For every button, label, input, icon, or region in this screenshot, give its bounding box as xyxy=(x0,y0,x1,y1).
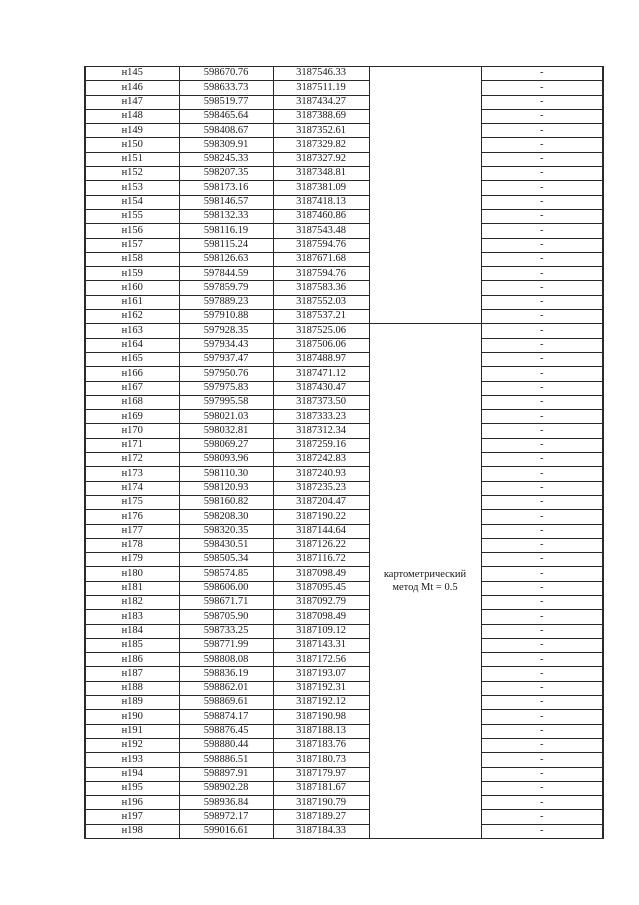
point-id-cell: н179 xyxy=(85,553,179,567)
y-coordinate-cell: 3187546.33 xyxy=(273,67,369,81)
y-coordinate-cell: 3187552.03 xyxy=(273,295,369,309)
dash-cell: - xyxy=(481,95,603,109)
dash-cell: - xyxy=(481,252,603,266)
x-coordinate-cell: 598465.64 xyxy=(179,109,273,123)
dash-cell: - xyxy=(481,424,603,438)
x-coordinate-cell: 598115.24 xyxy=(179,238,273,252)
table-row xyxy=(85,81,603,95)
table-row xyxy=(85,109,603,123)
point-id-cell: н165 xyxy=(85,352,179,366)
point-id-cell: н161 xyxy=(85,295,179,309)
point-id-cell: н183 xyxy=(85,610,179,624)
table-row xyxy=(85,524,603,538)
point-id-cell: н177 xyxy=(85,524,179,538)
table-row xyxy=(85,195,603,209)
x-coordinate-cell: 598160.82 xyxy=(179,495,273,509)
table-row xyxy=(85,352,603,366)
y-coordinate-cell: 3187594.76 xyxy=(273,267,369,281)
point-id-cell: н181 xyxy=(85,581,179,595)
x-coordinate-cell: 597859.79 xyxy=(179,281,273,295)
point-id-cell: н193 xyxy=(85,753,179,767)
point-id-cell: н151 xyxy=(85,152,179,166)
y-coordinate-cell: 3187181.67 xyxy=(273,781,369,795)
y-coordinate-cell: 3187418.13 xyxy=(273,195,369,209)
point-id-cell: н170 xyxy=(85,424,179,438)
x-coordinate-cell: 598936.84 xyxy=(179,796,273,810)
table-row xyxy=(85,481,603,495)
x-coordinate-cell: 598132.33 xyxy=(179,209,273,223)
dash-cell: - xyxy=(481,638,603,652)
dash-cell: - xyxy=(481,224,603,238)
point-id-cell: н180 xyxy=(85,567,179,581)
dash-cell: - xyxy=(481,667,603,681)
y-coordinate-cell: 3187143.31 xyxy=(273,638,369,652)
table-row xyxy=(85,95,603,109)
dash-cell: - xyxy=(481,624,603,638)
x-coordinate-cell: 598574.85 xyxy=(179,567,273,581)
dash-cell: - xyxy=(481,81,603,95)
dash-cell: - xyxy=(481,195,603,209)
y-coordinate-cell: 3187594.76 xyxy=(273,238,369,252)
y-coordinate-cell: 3187193.07 xyxy=(273,667,369,681)
point-id-cell: н149 xyxy=(85,124,179,138)
table-row xyxy=(85,167,603,181)
y-coordinate-cell: 3187352.61 xyxy=(273,124,369,138)
point-id-cell: н157 xyxy=(85,238,179,252)
y-coordinate-cell: 3187126.22 xyxy=(273,538,369,552)
dash-cell: - xyxy=(481,453,603,467)
dash-cell: - xyxy=(481,310,603,324)
point-id-cell: н178 xyxy=(85,538,179,552)
table-row xyxy=(85,152,603,166)
dash-cell: - xyxy=(481,481,603,495)
x-coordinate-cell: 598876.45 xyxy=(179,724,273,738)
dash-cell: - xyxy=(481,738,603,752)
point-id-cell: н158 xyxy=(85,252,179,266)
dash-cell: - xyxy=(481,395,603,409)
dash-cell: - xyxy=(481,653,603,667)
y-coordinate-cell: 3187192.31 xyxy=(273,681,369,695)
y-coordinate-cell: 3187190.22 xyxy=(273,510,369,524)
dash-cell: - xyxy=(481,181,603,195)
table-row xyxy=(85,781,603,795)
dash-cell: - xyxy=(481,410,603,424)
point-id-cell: н168 xyxy=(85,395,179,409)
point-id-cell: н191 xyxy=(85,724,179,738)
x-coordinate-cell: 598146.57 xyxy=(179,195,273,209)
x-coordinate-cell: 598069.27 xyxy=(179,438,273,452)
x-coordinate-cell: 598902.28 xyxy=(179,781,273,795)
table-row xyxy=(85,252,603,266)
point-id-cell: н176 xyxy=(85,510,179,524)
table-row xyxy=(85,810,603,824)
y-coordinate-cell: 3187179.97 xyxy=(273,767,369,781)
table-row xyxy=(85,653,603,667)
point-id-cell: н154 xyxy=(85,195,179,209)
dash-cell: - xyxy=(481,824,603,838)
table-row xyxy=(85,767,603,781)
table-row xyxy=(85,824,603,838)
y-coordinate-cell: 3187537.21 xyxy=(273,310,369,324)
point-id-cell: н145 xyxy=(85,67,179,81)
point-id-cell: н187 xyxy=(85,667,179,681)
point-id-cell: н164 xyxy=(85,338,179,352)
dash-cell: - xyxy=(481,510,603,524)
table-row xyxy=(85,538,603,552)
table-row xyxy=(85,438,603,452)
x-coordinate-cell: 598670.76 xyxy=(179,67,273,81)
point-id-cell: н192 xyxy=(85,738,179,752)
table-row xyxy=(85,595,603,609)
dash-cell: - xyxy=(481,495,603,509)
dash-cell: - xyxy=(481,67,603,81)
table-row xyxy=(85,710,603,724)
y-coordinate-cell: 3187348.81 xyxy=(273,167,369,181)
dash-cell: - xyxy=(481,467,603,481)
table-row xyxy=(85,395,603,409)
y-coordinate-cell: 3187184.33 xyxy=(273,824,369,838)
y-coordinate-cell: 3187109.12 xyxy=(273,624,369,638)
method-cell xyxy=(369,324,481,839)
table-row xyxy=(85,738,603,752)
point-id-cell: н172 xyxy=(85,453,179,467)
table-row xyxy=(85,138,603,152)
x-coordinate-cell: 598208.30 xyxy=(179,510,273,524)
table-row xyxy=(85,667,603,681)
table-row xyxy=(85,567,603,581)
dash-cell: - xyxy=(481,781,603,795)
table-row xyxy=(85,724,603,738)
table-row xyxy=(85,181,603,195)
x-coordinate-cell: 598408.67 xyxy=(179,124,273,138)
dash-cell: - xyxy=(481,324,603,338)
point-id-cell: н156 xyxy=(85,224,179,238)
dash-cell: - xyxy=(481,581,603,595)
x-coordinate-cell: 597937.47 xyxy=(179,352,273,366)
point-id-cell: н153 xyxy=(85,181,179,195)
y-coordinate-cell: 3187242.83 xyxy=(273,453,369,467)
dash-cell: - xyxy=(481,610,603,624)
y-coordinate-cell: 3187312.34 xyxy=(273,424,369,438)
x-coordinate-cell: 598606.00 xyxy=(179,581,273,595)
method-name: картометрический xyxy=(383,569,467,581)
dash-cell: - xyxy=(481,267,603,281)
x-coordinate-cell: 597995.58 xyxy=(179,395,273,409)
point-id-cell: н190 xyxy=(85,710,179,724)
x-coordinate-cell: 598869.61 xyxy=(179,696,273,710)
dash-cell: - xyxy=(481,438,603,452)
x-coordinate-cell: 598862.01 xyxy=(179,681,273,695)
x-coordinate-cell: 597889.23 xyxy=(179,295,273,309)
dash-cell: - xyxy=(481,338,603,352)
y-coordinate-cell: 3187098.49 xyxy=(273,610,369,624)
dash-cell: - xyxy=(481,710,603,724)
x-coordinate-cell: 598886.51 xyxy=(179,753,273,767)
table-row xyxy=(85,224,603,238)
x-coordinate-cell: 597975.83 xyxy=(179,381,273,395)
point-id-cell: н152 xyxy=(85,167,179,181)
dash-cell: - xyxy=(481,796,603,810)
table-row xyxy=(85,295,603,309)
y-coordinate-cell: 3187095.45 xyxy=(273,581,369,595)
method-accuracy: метод Mt = 0.5 xyxy=(392,582,458,594)
x-coordinate-cell: 598505.34 xyxy=(179,553,273,567)
y-coordinate-cell: 3187092.79 xyxy=(273,595,369,609)
point-id-cell: н194 xyxy=(85,767,179,781)
x-coordinate-cell: 597844.59 xyxy=(179,267,273,281)
x-coordinate-cell: 597928.35 xyxy=(179,324,273,338)
table-row xyxy=(85,467,603,481)
x-coordinate-cell: 597934.43 xyxy=(179,338,273,352)
x-coordinate-cell: 598430.51 xyxy=(179,538,273,552)
x-coordinate-cell: 598972.17 xyxy=(179,810,273,824)
table-row xyxy=(85,367,603,381)
y-coordinate-cell: 3187460.86 xyxy=(273,209,369,223)
table-row xyxy=(85,338,603,352)
table-row xyxy=(85,124,603,138)
x-coordinate-cell: 599016.61 xyxy=(179,824,273,838)
y-coordinate-cell: 3187190.79 xyxy=(273,796,369,810)
table-row xyxy=(85,624,603,638)
x-coordinate-cell: 598207.35 xyxy=(179,167,273,181)
point-id-cell: н166 xyxy=(85,367,179,381)
table-row xyxy=(85,581,603,595)
dash-cell: - xyxy=(481,681,603,695)
dash-cell: - xyxy=(481,367,603,381)
point-id-cell: н185 xyxy=(85,638,179,652)
point-id-cell: н171 xyxy=(85,438,179,452)
dash-cell: - xyxy=(481,810,603,824)
point-id-cell: н167 xyxy=(85,381,179,395)
table-row xyxy=(85,67,603,81)
x-coordinate-cell: 598671.71 xyxy=(179,595,273,609)
dash-cell: - xyxy=(481,553,603,567)
y-coordinate-cell: 3187471.12 xyxy=(273,367,369,381)
dash-cell: - xyxy=(481,753,603,767)
point-id-cell: н189 xyxy=(85,696,179,710)
x-coordinate-cell: 598808.08 xyxy=(179,653,273,667)
dash-cell: - xyxy=(481,109,603,123)
y-coordinate-cell: 3187192.12 xyxy=(273,696,369,710)
point-id-cell: н162 xyxy=(85,310,179,324)
point-id-cell: н150 xyxy=(85,138,179,152)
point-id-cell: н169 xyxy=(85,410,179,424)
point-id-cell: н147 xyxy=(85,95,179,109)
dash-cell: - xyxy=(481,567,603,581)
table-row xyxy=(85,495,603,509)
table-row xyxy=(85,753,603,767)
table-row xyxy=(85,209,603,223)
point-id-cell: н188 xyxy=(85,681,179,695)
point-id-cell: н175 xyxy=(85,495,179,509)
point-id-cell: н160 xyxy=(85,281,179,295)
table-row xyxy=(85,267,603,281)
x-coordinate-cell: 598874.17 xyxy=(179,710,273,724)
table-row xyxy=(85,510,603,524)
table-row xyxy=(85,638,603,652)
point-id-cell: н148 xyxy=(85,109,179,123)
dash-cell: - xyxy=(481,724,603,738)
table-row xyxy=(85,796,603,810)
x-coordinate-cell: 598771.99 xyxy=(179,638,273,652)
y-coordinate-cell: 3187183.76 xyxy=(273,738,369,752)
y-coordinate-cell: 3187116.72 xyxy=(273,553,369,567)
dash-cell: - xyxy=(481,381,603,395)
y-coordinate-cell: 3187235.23 xyxy=(273,481,369,495)
point-id-cell: н197 xyxy=(85,810,179,824)
dash-cell: - xyxy=(481,767,603,781)
x-coordinate-cell: 598120.93 xyxy=(179,481,273,495)
y-coordinate-cell: 3187240.93 xyxy=(273,467,369,481)
x-coordinate-cell: 598116.19 xyxy=(179,224,273,238)
table-row xyxy=(85,410,603,424)
table-row xyxy=(85,238,603,252)
dash-cell: - xyxy=(481,352,603,366)
y-coordinate-cell: 3187204.47 xyxy=(273,495,369,509)
y-coordinate-cell: 3187098.49 xyxy=(273,567,369,581)
x-coordinate-cell: 598245.33 xyxy=(179,152,273,166)
x-coordinate-cell: 598519.77 xyxy=(179,95,273,109)
point-id-cell: н195 xyxy=(85,781,179,795)
y-coordinate-cell: 3187327.92 xyxy=(273,152,369,166)
dash-cell: - xyxy=(481,238,603,252)
point-id-cell: н186 xyxy=(85,653,179,667)
table-row xyxy=(85,424,603,438)
y-coordinate-cell: 3187511.19 xyxy=(273,81,369,95)
x-coordinate-cell: 598173.16 xyxy=(179,181,273,195)
coordinates-table-body xyxy=(85,67,603,839)
table-row xyxy=(85,281,603,295)
y-coordinate-cell: 3187388.69 xyxy=(273,109,369,123)
point-id-cell: н146 xyxy=(85,81,179,95)
y-coordinate-cell: 3187333.23 xyxy=(273,410,369,424)
x-coordinate-cell: 598733.25 xyxy=(179,624,273,638)
y-coordinate-cell: 3187373.50 xyxy=(273,395,369,409)
y-coordinate-cell: 3187543.48 xyxy=(273,224,369,238)
coordinates-table xyxy=(84,66,604,839)
method-cell-upper xyxy=(369,67,481,324)
x-coordinate-cell: 598093.96 xyxy=(179,453,273,467)
table-row xyxy=(85,681,603,695)
dash-cell: - xyxy=(481,281,603,295)
y-coordinate-cell: 3187434.27 xyxy=(273,95,369,109)
y-coordinate-cell: 3187190.98 xyxy=(273,710,369,724)
dash-cell: - xyxy=(481,595,603,609)
point-id-cell: н184 xyxy=(85,624,179,638)
x-coordinate-cell: 598320.35 xyxy=(179,524,273,538)
dash-cell: - xyxy=(481,295,603,309)
y-coordinate-cell: 3187525.06 xyxy=(273,324,369,338)
x-coordinate-cell: 598633.73 xyxy=(179,81,273,95)
x-coordinate-cell: 598880.44 xyxy=(179,738,273,752)
y-coordinate-cell: 3187430.47 xyxy=(273,381,369,395)
dash-cell: - xyxy=(481,524,603,538)
x-coordinate-cell: 598309.91 xyxy=(179,138,273,152)
dash-cell: - xyxy=(481,538,603,552)
dash-cell: - xyxy=(481,209,603,223)
table-row xyxy=(85,453,603,467)
y-coordinate-cell: 3187583.36 xyxy=(273,281,369,295)
table-row xyxy=(85,696,603,710)
table-row xyxy=(85,324,603,338)
dash-cell: - xyxy=(481,152,603,166)
y-coordinate-cell: 3187259.16 xyxy=(273,438,369,452)
table-row xyxy=(85,553,603,567)
point-id-cell: н173 xyxy=(85,467,179,481)
y-coordinate-cell: 3187180.73 xyxy=(273,753,369,767)
y-coordinate-cell: 3187144.64 xyxy=(273,524,369,538)
point-id-cell: н174 xyxy=(85,481,179,495)
x-coordinate-cell: 597950.76 xyxy=(179,367,273,381)
table-row xyxy=(85,610,603,624)
x-coordinate-cell: 598021.03 xyxy=(179,410,273,424)
x-coordinate-cell: 598110.30 xyxy=(179,467,273,481)
point-id-cell: н196 xyxy=(85,796,179,810)
point-id-cell: н182 xyxy=(85,595,179,609)
dash-cell: - xyxy=(481,696,603,710)
y-coordinate-cell: 3187488.97 xyxy=(273,352,369,366)
y-coordinate-cell: 3187172.56 xyxy=(273,653,369,667)
y-coordinate-cell: 3187329.82 xyxy=(273,138,369,152)
y-coordinate-cell: 3187189.27 xyxy=(273,810,369,824)
table-row xyxy=(85,310,603,324)
point-id-cell: н155 xyxy=(85,209,179,223)
dash-cell: - xyxy=(481,167,603,181)
x-coordinate-cell: 597910.88 xyxy=(179,310,273,324)
dash-cell: - xyxy=(481,124,603,138)
x-coordinate-cell: 598032.81 xyxy=(179,424,273,438)
y-coordinate-cell: 3187671.68 xyxy=(273,252,369,266)
dash-cell: - xyxy=(481,138,603,152)
y-coordinate-cell: 3187506.06 xyxy=(273,338,369,352)
point-id-cell: н163 xyxy=(85,324,179,338)
point-id-cell: н198 xyxy=(85,824,179,838)
table-row xyxy=(85,381,603,395)
y-coordinate-cell: 3187381.09 xyxy=(273,181,369,195)
x-coordinate-cell: 598897.91 xyxy=(179,767,273,781)
x-coordinate-cell: 598126.63 xyxy=(179,252,273,266)
x-coordinate-cell: 598836.19 xyxy=(179,667,273,681)
y-coordinate-cell: 3187188.13 xyxy=(273,724,369,738)
point-id-cell: н159 xyxy=(85,267,179,281)
x-coordinate-cell: 598705.90 xyxy=(179,610,273,624)
